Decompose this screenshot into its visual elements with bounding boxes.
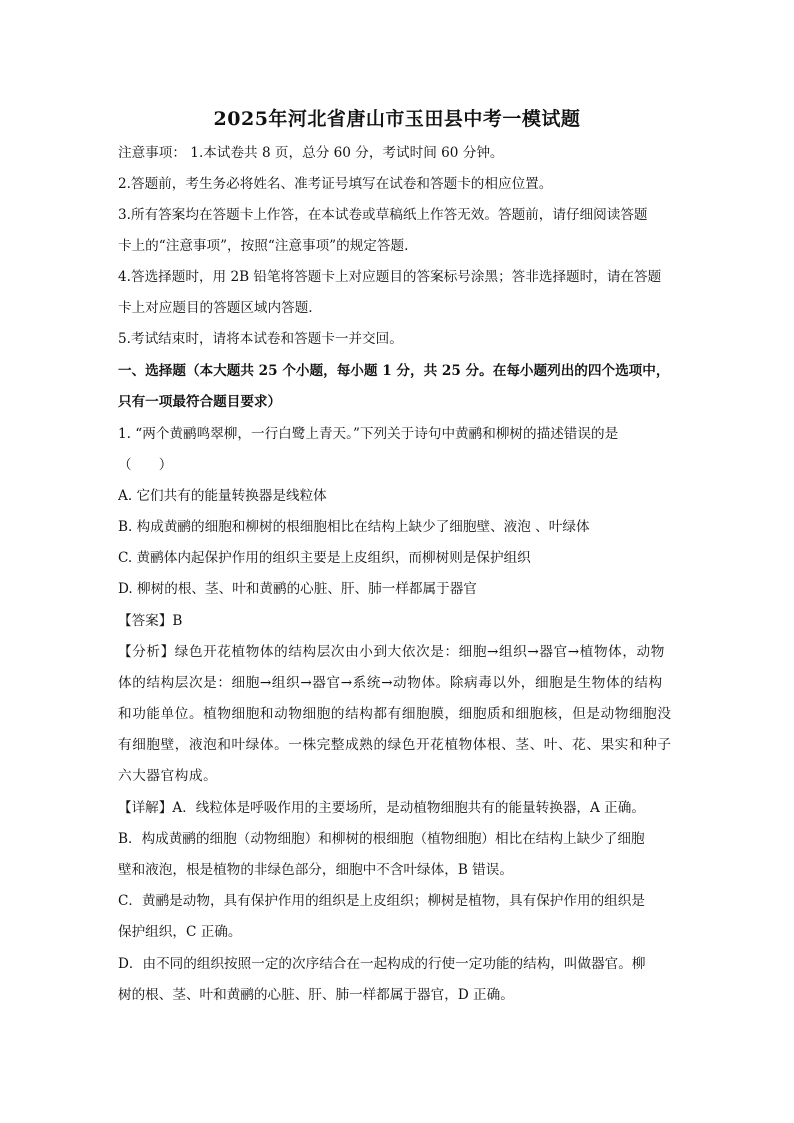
notice-line-5: 5.考试结束时，请将本试卷和答题卡一并交回。 xyxy=(118,331,403,347)
explanation-b: B．构成黄鹂的细胞（动物细胞）和柳树的根细胞（植物细胞）相比在结构上缺少了细胞 xyxy=(118,831,645,847)
notice-line-1: 注意事项： 1.本试卷共 8 页，总分 60 分，考试时间 60 分钟。 xyxy=(118,145,504,161)
answer-line: 【答案】B xyxy=(118,613,183,629)
analysis-line-2: 体的结构层次是：细胞→组织→器官→系统→动物体。除病毒以外，细胞是生物体的结构 xyxy=(118,675,663,691)
explanation-d: D．由不同的组织按照一定的次序结合在一起构成的行使一定功能的结构，叫做器官。柳 xyxy=(118,956,646,972)
section-heading: 一、选择题（本大题共 25 个小题，每小题 1 分，共 25 分。在每小题列出的四个选项中， xyxy=(118,363,670,379)
option-a: A. 它们共有的能量转换器是线粒体 xyxy=(118,488,327,504)
explanation-d-cont: 树的根、茎、叶和黄鹂的心脏、肝、肺一样都属于器官，D 正确。 xyxy=(118,987,514,1003)
notice-line-4: 4.答选择题时，用 2B 铅笔将答题卡上对应题目的答案标号涂黑；答非选择题时，请在答题 xyxy=(118,269,662,285)
notice-line-4-cont: 卡上对应题目的答题区域内答题. xyxy=(118,300,313,316)
analysis-line-3: 和功能单位。植物细胞和动物细胞的结构都有细胞膜，细胞质和细胞核，但是动物细胞没 xyxy=(118,706,672,722)
question-1-stem: 1. “两个黄鹂鸣翠柳，一行白鹭上青天。”下列关于诗句中黄鹂和柳树的描述错误的是 xyxy=(118,426,619,442)
option-b: B. 构成黄鹂的细胞和柳树的根细胞相比在结构上缺少了细胞壁、液泡 、叶绿体 xyxy=(118,519,590,535)
option-d: D. 柳树的根、茎、叶和黄鹂的心脏、肝、肺一样都属于器官 xyxy=(118,581,477,597)
section-heading-cont: 只有一项最符合题目要求） xyxy=(118,394,282,410)
document-title: 2025年河北省唐山市玉田县中考一模试题 xyxy=(213,108,581,130)
analysis-line-4: 有细胞壁，液泡和叶绿体。一株完整成熟的绿色开花植物体根、茎、叶、花、果实和种子 xyxy=(118,737,672,753)
analysis-line-5: 六大器官构成。 xyxy=(118,768,218,784)
explanation-c: C．黄鹂是动物，具有保护作用的组织是上皮组织；柳树是植物，具有保护作用的组织是 xyxy=(118,893,645,909)
analysis-line-1: 【分析】绿色开花植物体的结构层次由小到大依次是：细胞→组织→器官→植物体，动物 xyxy=(118,644,665,660)
explanation-b-cont: 壁和液泡，根是植物的非绿色部分，细胞中不含叶绿体，B 错误。 xyxy=(118,862,513,878)
notice-line-3-cont: 卡上的“注意事项”，按照“注意事项”的规定答题. xyxy=(118,238,409,254)
notice-line-2: 2.答题前，考生务必将姓名、准考证号填写在试卷和答题卡的相应位置。 xyxy=(118,176,553,192)
question-1-blank: （ ） xyxy=(118,457,173,473)
explanation-c-cont: 保护组织，C 正确。 xyxy=(118,924,242,940)
explanation-a: 【详解】A．线粒体是呼吸作用的主要场所，是动植物细胞共有的能量转换器，A 正确。 xyxy=(118,800,645,816)
notice-line-3: 3.所有答案均在答题卡上作答，在本试卷或草稿纸上作答无效。答题前，请仔细阅读答题 xyxy=(118,207,648,223)
option-c: C. 黄鹂体内起保护作用的组织主要是上皮组织，而柳树则是保护组织 xyxy=(118,550,531,566)
